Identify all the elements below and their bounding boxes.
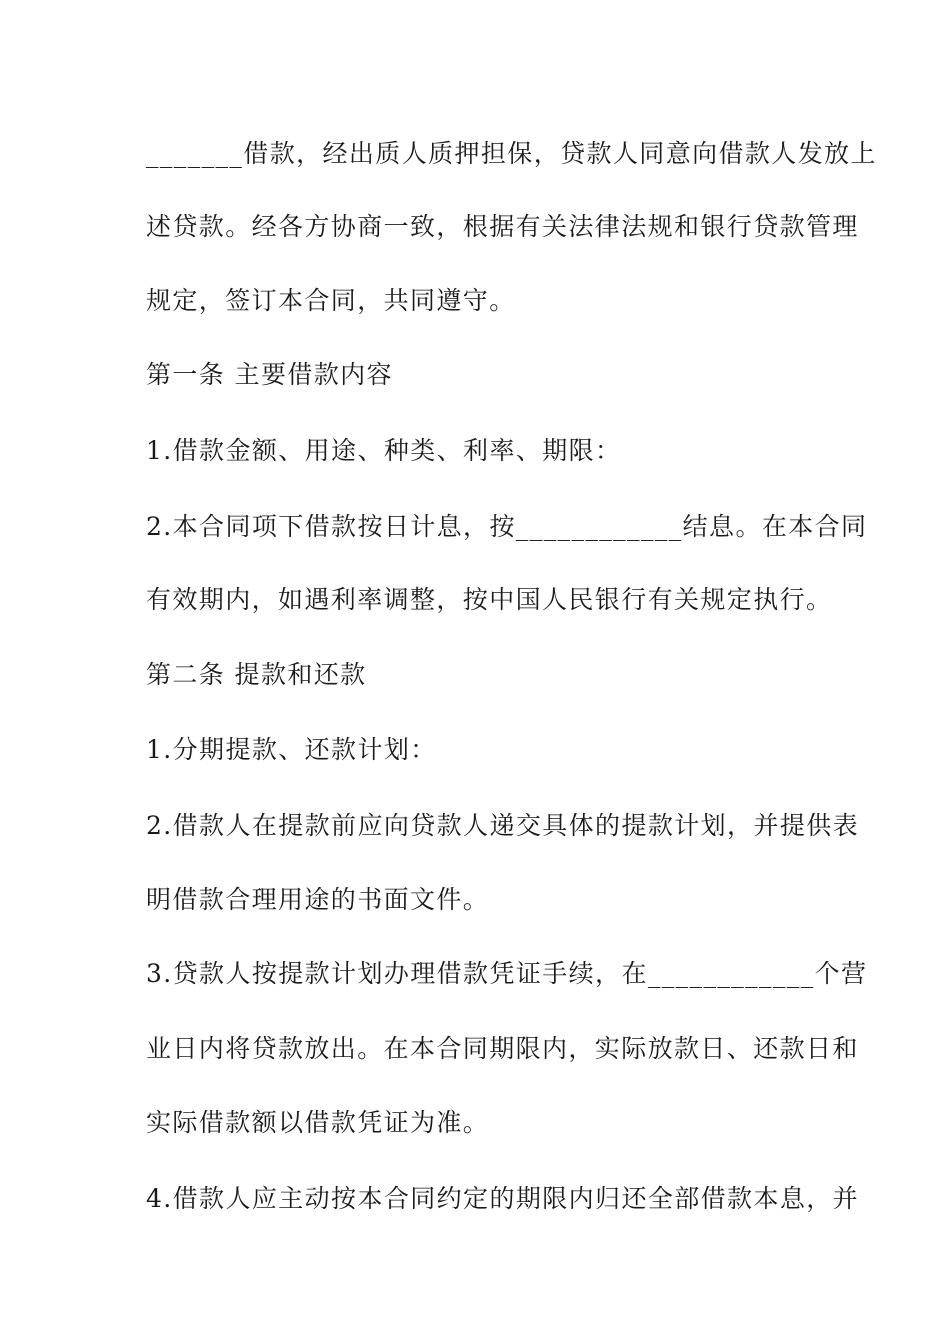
body-line: 述贷款。经各方协商一致，根据有关法律法规和银行贷款管理 <box>146 212 859 241</box>
section-heading: 第一条 主要借款内容 <box>146 360 393 389</box>
body-line: _______借款，经出质人质押担保，贷款人同意向借款人发放上 <box>146 139 877 168</box>
body-line: 业日内将贷款放出。在本合同期限内，实际放款日、还款日和 <box>146 1034 859 1063</box>
body-line: 实际借款额以借款凭证为准。 <box>146 1108 490 1137</box>
list-item: 4.借款人应主动按本合同约定的期限内归还全部借款本息，并 <box>146 1184 860 1213</box>
list-item: 2.本合同项下借款按日计息，按____________结息。在本合同 <box>146 512 868 541</box>
list-item: 1.分期提款、还款计划： <box>146 735 437 764</box>
body-line: 有效期内，如遇利率调整，按中国人民银行有关规定执行。 <box>146 585 833 614</box>
section-heading: 第二条 提款和还款 <box>146 660 367 689</box>
body-line: 规定，签订本合同，共同遵守。 <box>146 286 516 315</box>
list-item: 3.贷款人按提款计划办理借款凭证手续，在____________个营 <box>146 959 868 988</box>
list-item: 1.借款金额、用途、种类、利率、期限： <box>146 436 622 465</box>
body-line: 明借款合理用途的书面文件。 <box>146 885 490 914</box>
list-item: 2.借款人在提款前应向贷款人递交具体的提款计划，并提供表 <box>146 811 860 840</box>
